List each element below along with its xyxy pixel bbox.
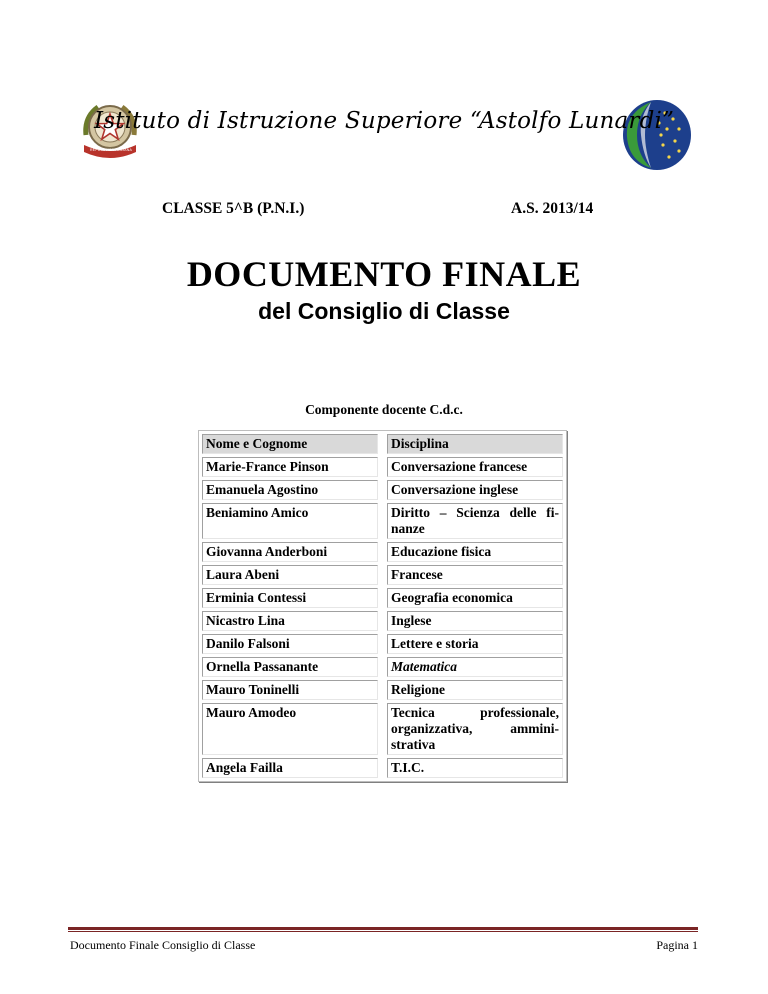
header-subject: Disciplina: [387, 434, 563, 454]
table-row: [202, 480, 563, 500]
teacher-subject: Matematica: [387, 657, 563, 677]
class-label: CLASSE 5^B (P.N.I.): [162, 200, 305, 217]
table-row: [202, 503, 563, 539]
teacher-name: Angela Failla: [202, 758, 378, 778]
column-gap: [381, 565, 384, 585]
column-gap: [381, 611, 384, 631]
table-row: [202, 565, 563, 585]
column-gap: [381, 457, 384, 477]
column-gap: [381, 480, 384, 500]
table-row: [202, 657, 563, 677]
table-row: [202, 542, 563, 562]
table-header-row: [202, 434, 563, 454]
table-row: [202, 703, 563, 755]
document-subtitle: del Consiglio di Classe: [258, 298, 510, 324]
footer-document-name: Documento Finale Consiglio di Classe: [70, 938, 256, 952]
footer-page-number: Pagina 1: [656, 938, 698, 952]
table-caption: Componente docente C.d.c.: [305, 402, 463, 417]
school-name: Istituto di Istruzione Superiore “Astolfo Lunardi”: [93, 108, 675, 134]
table-row: [202, 611, 563, 631]
table-row: [202, 634, 563, 654]
column-gap: [381, 634, 384, 654]
teacher-subject: Religione: [387, 680, 563, 700]
teacher-name: Laura Abeni: [202, 565, 378, 585]
table-row: [202, 758, 563, 778]
teacher-subject: Francese: [387, 565, 563, 585]
teacher-subject: Geografia economica: [387, 588, 563, 608]
document-title: DOCUMENTO FINALE: [186, 254, 582, 294]
teacher-name: Danilo Falsoni: [202, 634, 378, 654]
table-row: [202, 457, 563, 477]
footer-divider-thin: [68, 931, 698, 932]
teacher-subject: T.I.C.: [387, 758, 563, 778]
teacher-name: Erminia Contessi: [202, 588, 378, 608]
table-row: [202, 588, 563, 608]
teacher-subject: Conversazione inglese: [387, 480, 563, 500]
teacher-name: Marie-France Pinson: [202, 457, 378, 477]
column-gap: [381, 542, 384, 562]
teacher-name: Mauro Amodeo: [202, 703, 378, 755]
republic-emblem-text: REPUBBLICA ITALIANA: [90, 148, 132, 152]
column-gap: [381, 703, 384, 755]
teacher-subject: Inglese: [387, 611, 563, 631]
teacher-name: Ornella Passanante: [202, 657, 378, 677]
footer-divider: [68, 927, 698, 930]
column-gap: [381, 588, 384, 608]
header-name: Nome e Cognome: [202, 434, 378, 454]
teacher-name: Giovanna Anderboni: [202, 542, 378, 562]
column-gap: [381, 680, 384, 700]
teacher-subject: Tecnica professionale, organizzativa, ammini-strativa: [387, 703, 563, 755]
column-gap: [381, 758, 384, 778]
column-gap: [381, 503, 384, 539]
staff-table: [198, 430, 567, 782]
teacher-subject: Lettere e storia: [387, 634, 563, 654]
teacher-name: Nicastro Lina: [202, 611, 378, 631]
teacher-name: Emanuela Agostino: [202, 480, 378, 500]
teacher-name: Beniamino Amico: [202, 503, 378, 539]
school-year: A.S. 2013/14: [511, 200, 594, 217]
table-row: [202, 680, 563, 700]
column-gap: [381, 657, 384, 677]
column-gap: [381, 434, 384, 454]
teacher-subject: Conversazione francese: [387, 457, 563, 477]
teacher-subject: Diritto – Scienza delle fi-nanze: [387, 503, 563, 539]
teacher-name: Mauro Toninelli: [202, 680, 378, 700]
teacher-subject: Educazione fisica: [387, 542, 563, 562]
